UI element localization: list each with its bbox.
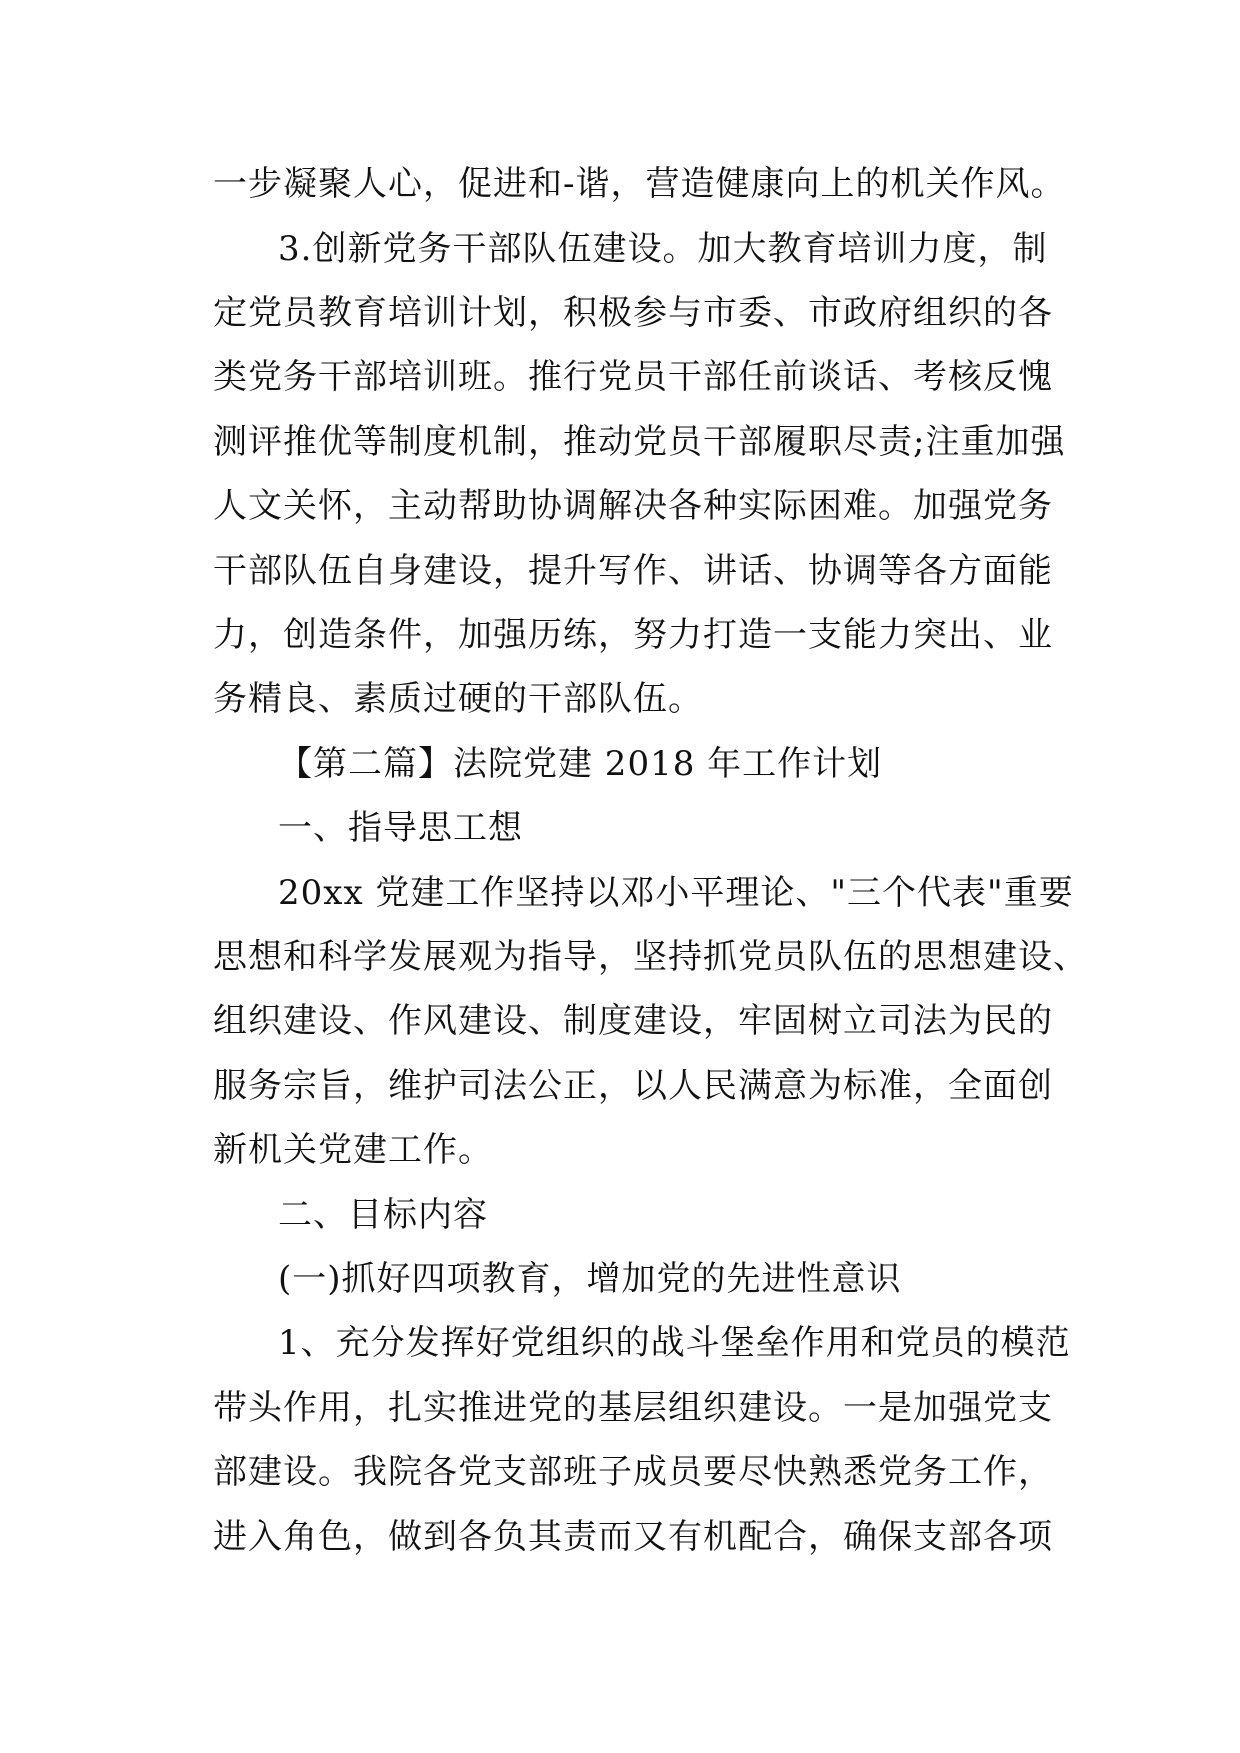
text-line: 务精良、素质过硬的干部队伍。 [213,679,703,719]
text-line: 力，创造条件，加强历练，努力打造一支能力突出、业 [213,615,1053,655]
text-line: 一步凝聚人心，促进和-谐，营造健康向上的机关作风。 [213,164,1066,204]
subheading: (一)抓好四项教育，增加党的先进性意识 [278,1259,902,1299]
subheading: 一、指导思工想 [278,808,523,848]
text-line: 组织建设、作风建设、制度建设，牢固树立司法为民的 [213,1001,1053,1041]
text-line: 带头作用，扎实推进党的基层组织建设。一是加强党支 [213,1388,1053,1428]
text-line: 1、充分发挥好党组织的战斗堡垒作用和党员的模范 [278,1323,1071,1363]
text-line: 人文关怀，主动帮助协调解决各种实际困难。加强党务 [213,486,1053,526]
text-line: 定党员教育培训计划，积极参与市委、市政府组织的各 [213,293,1053,333]
text-line: 类党务干部培训班。推行党员干部任前谈话、考核反愧 [213,357,1053,397]
text-line: 干部队伍自身建设，提升写作、讲话、协调等各方面能 [213,551,1053,591]
subheading: 二、目标内容 [278,1195,488,1235]
text-line: 测评推优等制度机制，推动党员干部履职尽责;注重加强 [213,422,1066,462]
text-line: 3.创新党务干部队伍建设。加大教育培训力度，制 [278,229,1048,269]
text-line: 部建设。我院各党支部班子成员要尽快熟悉党务工作， [213,1452,1053,1492]
text-line: 20xx 党建工作坚持以邓小平理论、"三个代表"重要 [278,873,1074,913]
text-line: 进入角色，做到各负其责而又有机配合，确保支部各项 [213,1517,1053,1557]
text-line: 思想和科学发展观为指导，坚持抓党员队伍的思想建设、 [213,937,1088,977]
text-line: 服务宗旨，维护司法公正，以人民满意为标准，全面创 [213,1066,1053,1106]
section-heading: 【第二篇】法院党建 2018 年工作计划 [278,744,883,784]
text-line: 新机关党建工作。 [213,1130,493,1170]
